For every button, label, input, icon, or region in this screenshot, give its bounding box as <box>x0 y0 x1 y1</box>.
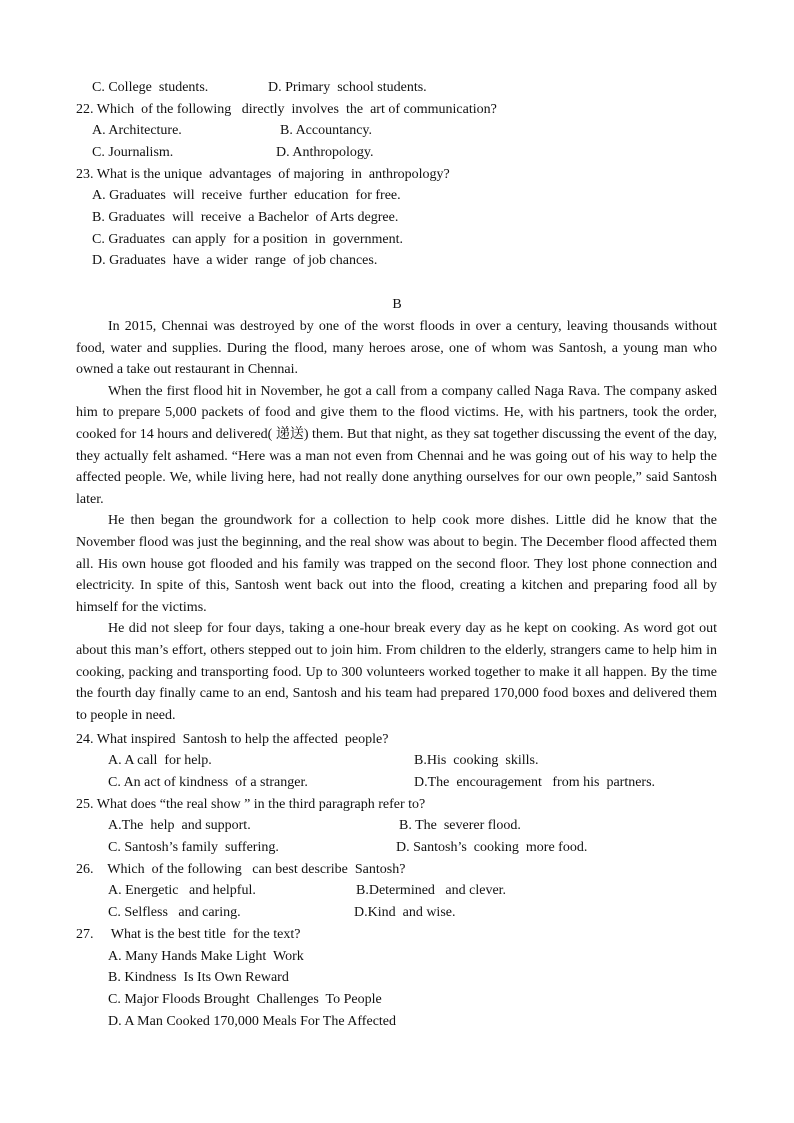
q27-option-d: D. A Man Cooked 170,000 Meals For The Affected <box>108 1014 397 1029</box>
q23-option-b: B. Graduates will receive a Bachelor of Arts degree. <box>92 210 399 225</box>
q26-option-b: B.Determined and clever. <box>356 883 507 898</box>
passage-paragraph-1: In 2015, Chennai was destroyed by one of the worst floods in over a century, leaving thousands without food, water and supplies. During the flood, many heroes arose, one of whom was Santosh, a young man who owned a take out restaurant in Chennai. <box>76 319 717 378</box>
q24-option-d: D.The encouragement from his partners. <box>414 775 656 790</box>
q22-option-b: B. Accountancy. <box>280 123 373 138</box>
q24-option-b: B.His cooking skills. <box>414 753 539 768</box>
passage-paragraph-2: When the first flood hit in November, he got a call from a company called Naga Rava. The company asked him to prepare 5,000 packets of food and give them to the flood victims. He, with his partners, took the order, cooked for 14 hours and delivered( 递送) them. But that night, as they sat together discussing the event of the day, they actually felt ashamed. “Here was a man not even from Chennai and he was going out of his way to help the affected people. We, while living here, had not really done anything ourselves for our own people,” said Santosh later. <box>76 383 717 507</box>
q25-option-d: D. Santosh’s cooking more food. <box>396 840 588 855</box>
q26-stem: 26. Which of the following can best describe Santosh? <box>76 862 406 877</box>
q22-option-c: C. Journalism. <box>92 145 174 160</box>
q27-option-b: B. Kindness Is Its Own Reward <box>108 970 289 985</box>
q26-option-c: C. Selfless and caring. <box>108 905 241 920</box>
q22-stem: 22. Which of the following directly involves the art of communication? <box>76 102 497 117</box>
q24-option-a: A. A call for help. <box>108 753 212 768</box>
q25-option-c: C. Santosh’s family suffering. <box>108 840 279 855</box>
q26-option-a: A. Energetic and helpful. <box>108 883 256 898</box>
q22-option-a: A. Architecture. <box>92 123 182 138</box>
q22-option-d: D. Anthropology. <box>276 145 374 160</box>
q26-option-d: D.Kind and wise. <box>354 905 456 920</box>
passage-paragraph-3: He then began the groundwork for a collection to help cook more dishes. Little did he know that the November flood was just the beginning, and the real show was about to begin. The December flood affected them all. His own house got flooded and his family was trapped on the second floor. They lost phone connection and electricity. In spite of this, Santosh went back out into the flood, creating a kitchen and preparing food all by himself for the victims. <box>76 513 717 615</box>
passage-heading: B <box>392 297 402 312</box>
q27-stem: 27. What is the best title for the text? <box>76 927 301 942</box>
q24-option-c: C. An act of kindness of a stranger. <box>108 775 308 790</box>
q24-stem: 24. What inspired Santosh to help the affected people? <box>76 732 389 747</box>
q23-option-c: C. Graduates can apply for a position in government. <box>92 232 404 247</box>
q21-option-d: D. Primary school students. <box>268 80 427 95</box>
passage-body <box>76 316 717 726</box>
q25-stem: 25. What does “the real show ” in the third paragraph refer to? <box>76 797 426 812</box>
q23-option-d: D. Graduates have a wider range of job chances. <box>92 253 378 268</box>
q27-option-a: A. Many Hands Make Light Work <box>108 949 304 964</box>
passage-paragraph-4: He did not sleep for four days, taking a one-hour break every day as he kept on cooking. As word got out about this man’s effort, others stepped out to join him. From children to the elderly, strangers came to help him in cooking, packing and transporting food. Up to 300 volunteers worked together to make it all happen. By the time the fourth day finally came to an end, Santosh and his team had prepared 170,000 food boxes and delivered them to people in need. <box>76 621 717 723</box>
q23-stem: 23. What is the unique advantages of majoring in anthropology? <box>76 167 450 182</box>
q25-option-a: A.The help and support. <box>108 818 251 833</box>
q21-option-c: C. College students. <box>92 80 209 95</box>
q25-option-b: B. The severer flood. <box>399 818 521 833</box>
q27-option-c: C. Major Floods Brought Challenges To People <box>108 992 382 1007</box>
q23-option-a: A. Graduates will receive further education for free. <box>92 188 401 203</box>
